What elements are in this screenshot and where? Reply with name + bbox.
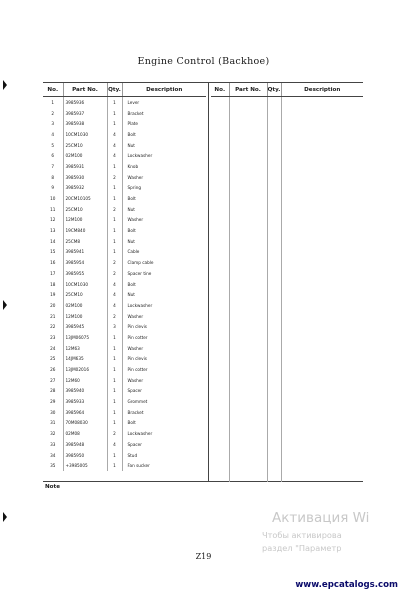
part-description: Bolt [127,131,136,137]
part-description: Lockwasher [127,153,153,159]
quantity: 4 [107,300,122,311]
quantity: 2 [107,204,122,215]
quantity: 4 [107,289,122,300]
part-number: 12M100 [63,311,107,322]
table-row [43,247,206,258]
table-row [43,332,206,343]
part-description: Washer [127,377,144,383]
quantity: 1 [107,118,122,129]
part-description: Pin clevis [127,324,147,330]
part-description: Cable [127,249,140,255]
part-number: 3985964 [63,407,107,418]
part-number-index: 29 [43,396,63,407]
table-row [43,161,206,172]
empty-row [211,97,363,483]
quantity: 4 [107,439,122,450]
empty-cell [267,97,281,483]
quantity: 1 [107,386,122,397]
part-description: Stud [127,452,138,458]
binding-hole-mark [3,512,7,522]
activation-watermark-title: Активация Wi [272,510,370,526]
part-number: 3985938 [63,118,107,129]
table-row [43,364,206,375]
table-row [43,407,206,418]
part-number: 3985932 [63,183,107,194]
part-description: Knob [127,163,139,169]
quantity: 1 [107,236,122,247]
part-number-index: 31 [43,418,63,429]
part-description: Bolt [127,196,136,202]
part-number-index: 18 [43,279,63,290]
part-number-index: 16 [43,257,63,268]
table-row [43,140,206,151]
quantity: 1 [107,161,122,172]
part-number-index: 27 [43,375,63,386]
binding-hole-mark [3,300,7,310]
part-number: +3985005 [63,460,107,471]
part-number-index: 11 [43,204,63,215]
part-description: Spacer [127,388,142,394]
quantity: 4 [107,140,122,151]
table-row [43,289,206,300]
part-description: Pin cotter [127,334,148,340]
part-number-index: 28 [43,386,63,397]
table-row [43,300,206,311]
part-description: Lockwasher [127,431,153,437]
part-description: Spacer [127,441,142,447]
header-part-no: Part No. [63,83,107,97]
part-description: Bracket [127,110,144,116]
part-number: 12M100 [63,215,107,226]
part-number-index: 14 [43,236,63,247]
quantity: 1 [107,396,122,407]
part-description: Spring [127,185,142,191]
table-row [43,183,206,194]
table-row [43,129,206,140]
parts-list-frame [43,82,363,482]
part-number-index: 1 [43,97,63,108]
parts-table-left [43,83,206,471]
quantity: 2 [107,268,122,279]
table-row [43,257,206,268]
table-row [43,279,206,290]
header-no: No. [211,83,229,97]
quantity: 1 [107,450,122,461]
part-description: Nut [127,292,135,298]
quantity: 1 [107,247,122,258]
parts-table-right [211,83,363,482]
table-row [43,428,206,439]
table-row [43,386,206,397]
part-number-index: 20 [43,300,63,311]
part-number-index: 5 [43,140,63,151]
header-description: Description [281,83,363,97]
activation-watermark-line: Чтобы активирова [262,530,342,540]
part-number: 3985954 [63,257,107,268]
part-number: 70M08030 [63,418,107,429]
part-number: 3985950 [63,450,107,461]
table-row [43,193,206,204]
part-number-index: 34 [43,450,63,461]
table-row [43,236,206,247]
table-row [43,108,206,119]
table-row [43,439,206,450]
quantity: 1 [107,418,122,429]
part-number-index: 19 [43,289,63,300]
part-description: Lever [127,99,140,105]
quantity: 4 [107,129,122,140]
part-number-index: 15 [43,247,63,258]
part-number: 3985936 [63,97,107,108]
page-title: Engine Control (Backhoe) [137,56,270,67]
quantity: 4 [107,150,122,161]
quantity: 1 [107,354,122,365]
part-number: 3985945 [63,321,107,332]
part-description: Bolt [127,420,136,426]
quantity: 1 [107,215,122,226]
quantity: 1 [107,364,122,375]
part-number-index: 32 [43,428,63,439]
part-number: 3985948 [63,439,107,450]
note-label: Note [45,484,60,490]
quantity: 1 [107,407,122,418]
table-row [43,225,206,236]
empty-cell [229,97,267,483]
part-description: Bolt [127,228,136,234]
part-number-index: 22 [43,321,63,332]
quantity: 1 [107,108,122,119]
part-number: 3985941 [63,247,107,258]
part-number-index: 10 [43,193,63,204]
part-description: Washer [127,345,144,351]
part-number: 25CM10 [63,289,107,300]
table-row [43,321,206,332]
table-row [43,268,206,279]
header-part-no: Part No. [229,83,267,97]
quantity: 4 [107,279,122,290]
page-number: Z19 [195,552,212,561]
table-row [43,354,206,365]
table-row [43,450,206,461]
part-number: 10CM1030 [63,279,107,290]
part-description: Clamp cable [127,260,154,266]
part-description: Fan sucker [127,463,150,469]
part-number: 25CM10 [63,140,107,151]
quantity: 3 [107,321,122,332]
activation-watermark-line: раздел "Параметр [262,543,342,553]
part-number-index: 23 [43,332,63,343]
part-number: 10CM1030 [63,129,107,140]
part-number: 25CM8 [63,236,107,247]
part-number: 13JM02016 [63,364,107,375]
table-row [43,204,206,215]
empty-cell [281,97,363,483]
table-row [43,118,206,129]
part-number-index: 24 [43,343,63,354]
table-row [43,375,206,386]
part-number: 3985930 [63,172,107,183]
part-description: Nut [127,142,135,148]
binding-hole-mark [3,80,7,90]
parts-table-body [43,97,206,472]
part-description: Washer [127,217,144,223]
quantity: 1 [107,193,122,204]
part-number-index: 2 [43,108,63,119]
table-row [43,311,206,322]
part-number: 13JM06075 [63,332,107,343]
quantity: 2 [107,428,122,439]
table-row [43,150,206,161]
header-qty: Qty. [267,83,281,97]
part-number-index: 8 [43,172,63,183]
part-number-index: 4 [43,129,63,140]
part-number: 19CM840 [63,225,107,236]
table-row [43,97,206,108]
part-number-index: 30 [43,407,63,418]
table-row [43,215,206,226]
part-description: Spacer tine [127,270,152,276]
part-description: Washer [127,313,144,319]
table-header-row [211,83,363,97]
quantity: 1 [107,225,122,236]
part-number: 02M100 [63,150,107,161]
empty-cell [211,97,229,483]
header-qty: Qty. [107,83,122,97]
part-description: Nut [127,238,135,244]
table-row [43,172,206,183]
part-number: 14JM635 [63,354,107,365]
part-number: 25CM10 [63,204,107,215]
quantity: 1 [107,332,122,343]
quantity: 1 [107,183,122,194]
part-description: Lockwasher [127,302,153,308]
part-number-index: 3 [43,118,63,129]
part-number-index: 17 [43,268,63,279]
quantity: 1 [107,375,122,386]
part-number-index: 9 [43,183,63,194]
part-number: 12M60 [63,375,107,386]
site-link[interactable]: www.epcatalogs.com [295,580,398,590]
quantity: 1 [107,97,122,108]
table-row [43,460,206,471]
table-header-row [43,83,206,97]
quantity: 2 [107,311,122,322]
part-description: Bolt [127,281,136,287]
part-number: 02M08 [63,428,107,439]
part-number: 3985955 [63,268,107,279]
part-number-index: 13 [43,225,63,236]
table-row [43,343,206,354]
part-number: 20CM10105 [63,193,107,204]
part-number: 3985931 [63,161,107,172]
part-number-index: 25 [43,354,63,365]
part-number: 02M100 [63,300,107,311]
table-row [43,418,206,429]
part-number: 3985937 [63,108,107,119]
part-number-index: 21 [43,311,63,322]
header-no: No. [43,83,63,97]
part-number-index: 33 [43,439,63,450]
part-number: 3985940 [63,386,107,397]
quantity: 1 [107,343,122,354]
quantity: 2 [107,257,122,268]
part-description: Bracket [127,409,144,415]
part-number-index: 26 [43,364,63,375]
part-description: Plate [127,121,138,127]
part-number-index: 12 [43,215,63,226]
quantity: 2 [107,172,122,183]
part-number-index: 35 [43,460,63,471]
part-description: Washer [127,174,144,180]
part-description: Pin clevis [127,356,147,362]
header-description: Description [122,83,206,97]
table-row [43,396,206,407]
part-number-index: 7 [43,161,63,172]
quantity: 1 [107,460,122,471]
part-number: 12M63 [63,343,107,354]
part-description: Nut [127,206,135,212]
part-number-index: 6 [43,150,63,161]
part-description: Grommet [127,399,148,405]
column-divider [208,83,209,481]
part-number: 3985933 [63,396,107,407]
part-description: Pin cotter [127,367,148,373]
